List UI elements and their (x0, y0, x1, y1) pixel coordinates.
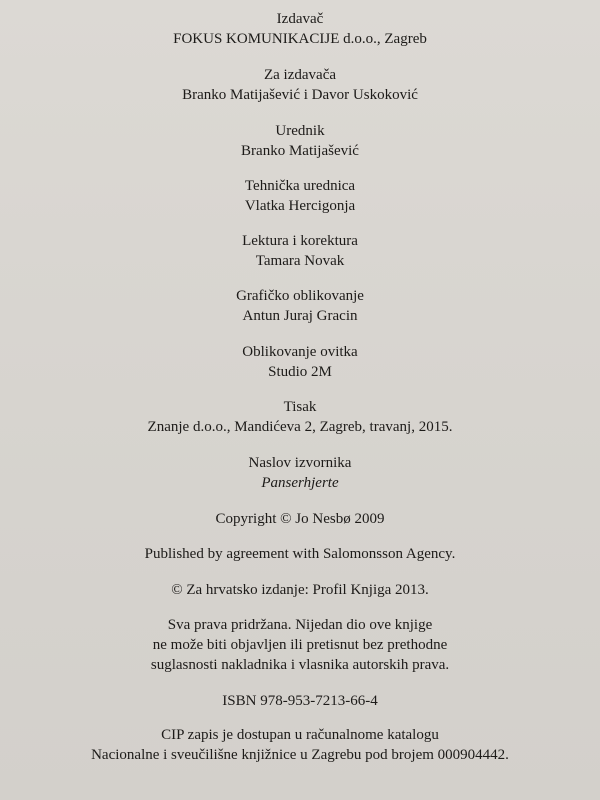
credit-name: Znanje d.o.o., Mandićeva 2, Zagreb, travanj, 2015. (147, 419, 453, 435)
credit-role: Urednik (275, 123, 325, 139)
credit-role: Tehnička urednica (244, 178, 356, 194)
credit-cover-design (0, 342, 600, 382)
credit-technical-editor (0, 176, 600, 216)
credit-name: Branko Matijašević (241, 143, 359, 159)
cip-line: Nacionalne i sveučilišne knjižnice u Zagrebu pod brojem 000904442. (91, 747, 509, 763)
credit-graphic-design (0, 286, 600, 326)
credit-printing (0, 397, 600, 437)
rights-line: ne može biti objavljen ili pretisnut bez prethodne (152, 637, 448, 653)
credit-role: Izdavač (276, 11, 324, 27)
credit-role: Grafičko oblikovanje (236, 288, 364, 304)
credit-name: Vlatka Hercigonja (244, 198, 356, 214)
copyright-notice (0, 509, 600, 529)
credit-name: Tamara Novak (255, 253, 345, 269)
croatian-edition (0, 580, 600, 600)
rights-notice (0, 615, 600, 675)
credit-original-title (0, 453, 600, 493)
credit-name: Studio 2M (268, 364, 332, 380)
credit-editor (0, 121, 600, 161)
rights-line: suglasnosti nakladnika i vlasnika autorskih prava. (150, 657, 450, 673)
cip-line: CIP zapis je dostupan u računalnome katalogu (161, 727, 439, 743)
copyright-line: Copyright © Jo Nesbø 2009 (215, 511, 385, 527)
credit-role: Oblikovanje ovitka (242, 344, 358, 360)
credit-role: Tisak (283, 399, 317, 415)
isbn (0, 691, 600, 711)
original-title: Panserhjerte (261, 475, 339, 491)
cip-notice (0, 725, 600, 765)
credit-role: Lektura i korektura (242, 233, 358, 249)
credit-name: Antun Juraj Gracin (242, 308, 358, 324)
rights-line: Sva prava pridržana. Nijedan dio ove knjige (167, 617, 433, 633)
credit-proofreading (0, 231, 600, 271)
credit-name: Branko Matijašević i Davor Uskoković (182, 87, 418, 103)
credit-for-publisher (0, 65, 600, 105)
published-by-line: Published by agreement with Salomonsson Agency. (144, 546, 456, 562)
credit-role: Naslov izvornika (248, 455, 352, 471)
credit-publisher (0, 9, 600, 49)
isbn-line: ISBN 978-953-7213-66-4 (222, 693, 378, 709)
croatian-edition-line: © Za hrvatsko izdanje: Profil Knjiga 2013. (171, 582, 429, 598)
published-by (0, 544, 600, 564)
credit-role: Za izdavača (263, 67, 337, 83)
credit-name: FOKUS KOMUNIKACIJE d.o.o., Zagreb (173, 31, 427, 47)
